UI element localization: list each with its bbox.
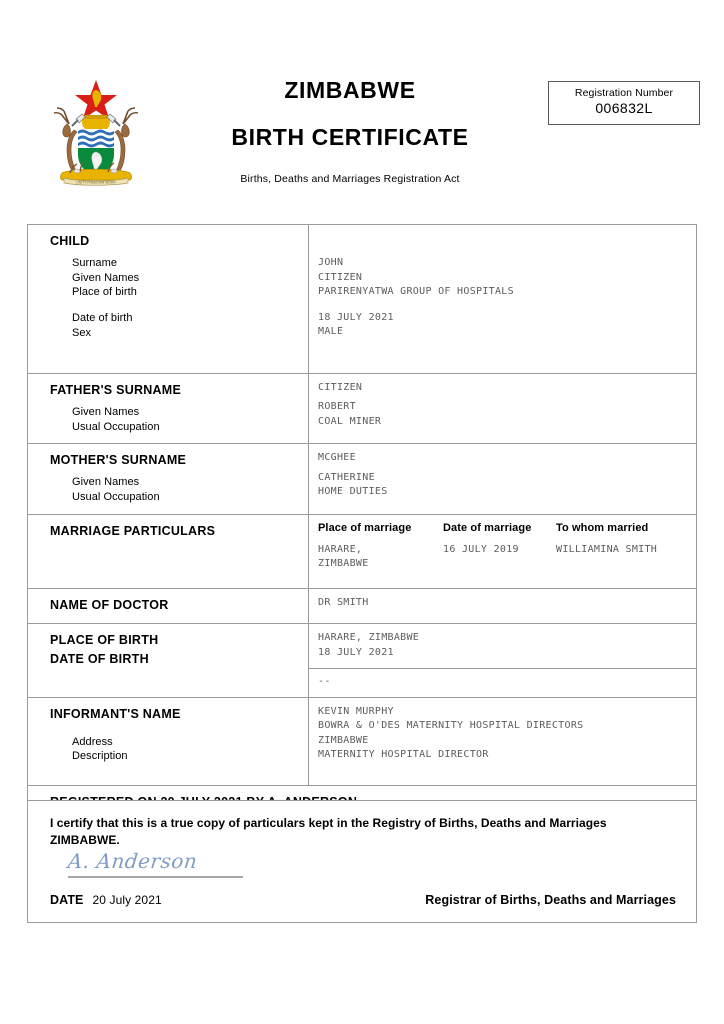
child-date-of-birth-label: Date of birth — [72, 312, 133, 325]
place-date-labels-cell — [28, 624, 309, 697]
table-row-mother — [28, 444, 696, 514]
doctor-value-cell — [309, 589, 696, 624]
certification-footer — [28, 893, 698, 907]
informant-address-value: ZIMBABWE — [318, 734, 369, 746]
country-title: ZIMBABWE — [284, 77, 416, 103]
mother-surname-value: MCGHEE — [318, 452, 356, 464]
child-sex-label: Sex — [72, 327, 92, 340]
child-given-names-value: CITIZEN — [318, 271, 363, 283]
child-values-cell — [309, 225, 696, 373]
marriage-place-line2: ZIMBABWE — [318, 558, 369, 570]
title-block — [160, 78, 540, 185]
child-heading: CHILD — [50, 234, 90, 248]
date-value: 20 July 2021 — [92, 893, 162, 907]
certificate-header — [0, 0, 724, 205]
marriage-place-line1: HARARE, — [318, 543, 363, 555]
place-date-values-top — [309, 624, 696, 668]
child-place-of-birth-label: Place of birth — [72, 286, 137, 299]
father-usual-occupation-value: COAL MINER — [318, 415, 382, 427]
mother-usual-occupation-value: HOME DUTIES — [318, 486, 388, 498]
marriage-column-headers — [318, 522, 696, 534]
informant-description-value: MATERNITY HOSPITAL DIRECTOR — [318, 749, 489, 761]
father-values-cell — [309, 374, 696, 443]
child-given-names-label: Given Names — [72, 271, 140, 284]
registration-act-line: Births, Deaths and Marriages Registration Act — [240, 172, 460, 185]
date-label: DATE — [50, 893, 84, 907]
informant-labels-cell — [28, 698, 309, 785]
mother-values-cell — [309, 444, 696, 513]
doctor-name-value: DR SMITH — [318, 596, 369, 608]
informant-name-value: KEVIN MURPHY — [318, 705, 394, 717]
certification-statement — [28, 801, 696, 850]
registration-number-label: Registration Number — [574, 87, 674, 99]
father-usual-occupation-label: Usual Occupation — [72, 420, 160, 433]
informant-description-label: Description — [72, 750, 128, 763]
marriage-date-value: 16 JULY 2019 — [443, 543, 519, 555]
certification-box — [27, 800, 697, 923]
informant-organisation-value: BOWRA & O'DES MATERNITY HOSPITAL DIRECTORS — [318, 720, 584, 732]
signature-line — [68, 876, 243, 878]
signature-area — [68, 849, 268, 878]
mother-given-names-value: CATHERINE — [318, 471, 375, 483]
child-labels-cell — [28, 225, 309, 373]
marriage-place-header: Place of marriage — [318, 521, 412, 534]
father-surname-value: CITIZEN — [318, 381, 363, 393]
birth-date-value: 18 JULY 2021 — [318, 646, 394, 658]
certification-line-1: I certify that this is a true copy of particulars kept in the Registry of Births, Deaths and Marriages — [50, 816, 607, 830]
table-row-doctor — [28, 589, 696, 625]
mother-usual-occupation-label: Usual Occupation — [72, 491, 160, 503]
birth-extra-value: -- — [318, 676, 331, 688]
doctor-label-cell — [28, 589, 309, 624]
marriage-labels-cell — [28, 515, 309, 588]
table-row-informant — [28, 698, 696, 786]
registrar-signature: A. Anderson — [66, 849, 199, 873]
child-place-of-birth-value: PARIRENYATWA GROUP OF HOSPITALS — [318, 286, 514, 297]
table-row-father — [28, 374, 696, 444]
place-of-birth-heading: PLACE OF BIRTH — [50, 633, 159, 648]
marriage-values-cell — [309, 515, 696, 588]
mother-given-names-label: Given Names — [72, 476, 140, 489]
birth-place-value: HARARE, ZIMBABWE — [318, 632, 420, 644]
registration-number-box — [548, 81, 700, 125]
marriage-date-header: Date of marriage — [443, 521, 532, 534]
informant-values-cell — [309, 698, 696, 785]
certification-line-2: ZIMBABWE. — [50, 833, 120, 848]
child-sex-value: MALE — [318, 326, 344, 337]
table-row-child — [28, 225, 696, 374]
date-of-birth-heading: DATE OF BIRTH — [50, 652, 149, 667]
father-labels-cell — [28, 374, 309, 443]
marriage-towhom-value: WILLIAMINA SMITH — [556, 543, 658, 555]
place-date-values-cell — [309, 624, 696, 697]
child-date-of-birth-value: 18 JULY 2021 — [318, 311, 394, 323]
registrar-title: Registrar of Births, Deaths and Marriages — [425, 893, 676, 907]
father-given-names-value: ROBERT — [318, 401, 356, 413]
informant-heading: INFORMANT'S NAME — [50, 706, 181, 721]
informant-address-label: Address — [72, 735, 113, 748]
mother-labels-cell — [28, 444, 309, 513]
place-date-values-bottom — [309, 668, 696, 697]
mother-heading: MOTHER'S SURNAME — [50, 453, 187, 468]
table-row-marriage — [28, 515, 696, 589]
doctor-heading: NAME OF DOCTOR — [50, 597, 169, 612]
zimbabwe-coat-of-arms-icon — [36, 74, 156, 186]
father-heading: FATHER'S SURNAME — [50, 382, 182, 397]
marriage-heading: MARRIAGE PARTICULARS — [50, 523, 216, 538]
registration-number-value: 006832L — [595, 100, 653, 116]
marriage-towhom-header: To whom married — [556, 521, 649, 534]
father-given-names-label: Given Names — [72, 405, 140, 418]
child-surname-value: JOHN — [318, 257, 344, 268]
document-title: BIRTH CERTIFICATE — [231, 124, 469, 151]
marriage-value-row — [318, 543, 696, 572]
date-group — [50, 893, 162, 907]
certificate-details-table — [27, 224, 697, 822]
child-surname-label: Surname — [72, 256, 117, 269]
svg-text:UNITY FREEDOM WORK: UNITY FREEDOM WORK — [76, 180, 116, 185]
table-row-place-date-of-birth — [28, 624, 696, 698]
